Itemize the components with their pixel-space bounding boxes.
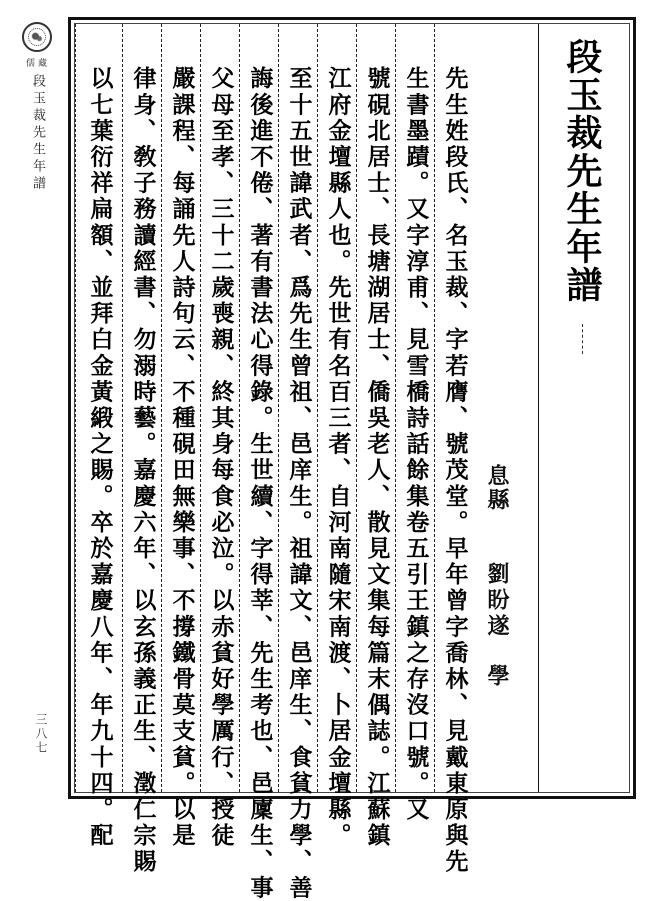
page-title: 段玉裁先生年譜	[561, 38, 602, 304]
author-place: 息縣	[484, 464, 509, 512]
left-margin	[0, 0, 66, 817]
author-role: 學	[484, 664, 509, 686]
text-column-content: 先生姓段氏、名玉裁、字若膺、號茂堂。早年曾字喬林、見戴東原與先	[441, 66, 468, 876]
text-column-content: 父母至孝、三十二歲喪親、終其身每食必泣。以赤貧好學厲行、授徒	[207, 66, 234, 849]
text-column-content: 至十五世諱武者、爲先生曾祖、邑庠生。祖諱文、邑庠生、食貧力學、善	[285, 66, 312, 901]
author-name: 劉盼遂	[484, 562, 509, 640]
text-column	[317, 24, 356, 849]
text-column-content: 江府金壇縣人也。先世有名百三者、自河南隨宋南渡、卜居金壇縣。	[324, 66, 351, 849]
title-column	[537, 24, 629, 792]
page-number: 三八七	[34, 713, 48, 755]
text-column-content: 誨後進不倦、著有書法心得錄。生世續、字得莘、先生考也、邑廩生、事	[246, 66, 273, 901]
text-column	[356, 24, 395, 849]
collection-label: 儒藏	[25, 59, 50, 69]
seal-emblem-icon	[28, 28, 46, 46]
library-seal-icon	[22, 22, 52, 52]
text-column	[161, 24, 200, 849]
text-column-content: 以七葉衍祥扁額、並拜白金黃緞之賜。卒於嘉慶八年、年九十四。配	[86, 66, 113, 849]
text-column	[200, 24, 239, 849]
text-column-content: 號硯北居士、長塘湖居士、僑吳老人、散見文集每篇末偶誌。江蘇鎮	[363, 66, 390, 849]
text-column	[122, 24, 161, 876]
text-column-content: 生書墨蹟。又字淳甫、見雪橋詩話餘集卷五引王鎮之存沒口號。又	[402, 66, 429, 823]
text-column	[278, 24, 317, 901]
text-column	[434, 24, 473, 876]
text-column-content: 嚴課程、每誦先人詩句云、不種硯田無樂事、不撐鐵骨莫支貧。以是	[168, 66, 195, 849]
body-text	[75, 24, 473, 901]
text-column	[239, 24, 278, 901]
text-column	[395, 24, 434, 823]
text-column	[75, 24, 122, 849]
spine-title: 段玉裁先生年譜	[30, 74, 45, 193]
author-column	[473, 24, 539, 792]
title-divider	[582, 324, 584, 354]
text-column-content: 律身、敎子務讀經書、勿溺時藝。嘉慶六年、以玄孫義正生、澂仁宗賜	[129, 66, 156, 876]
page-content	[75, 24, 629, 901]
